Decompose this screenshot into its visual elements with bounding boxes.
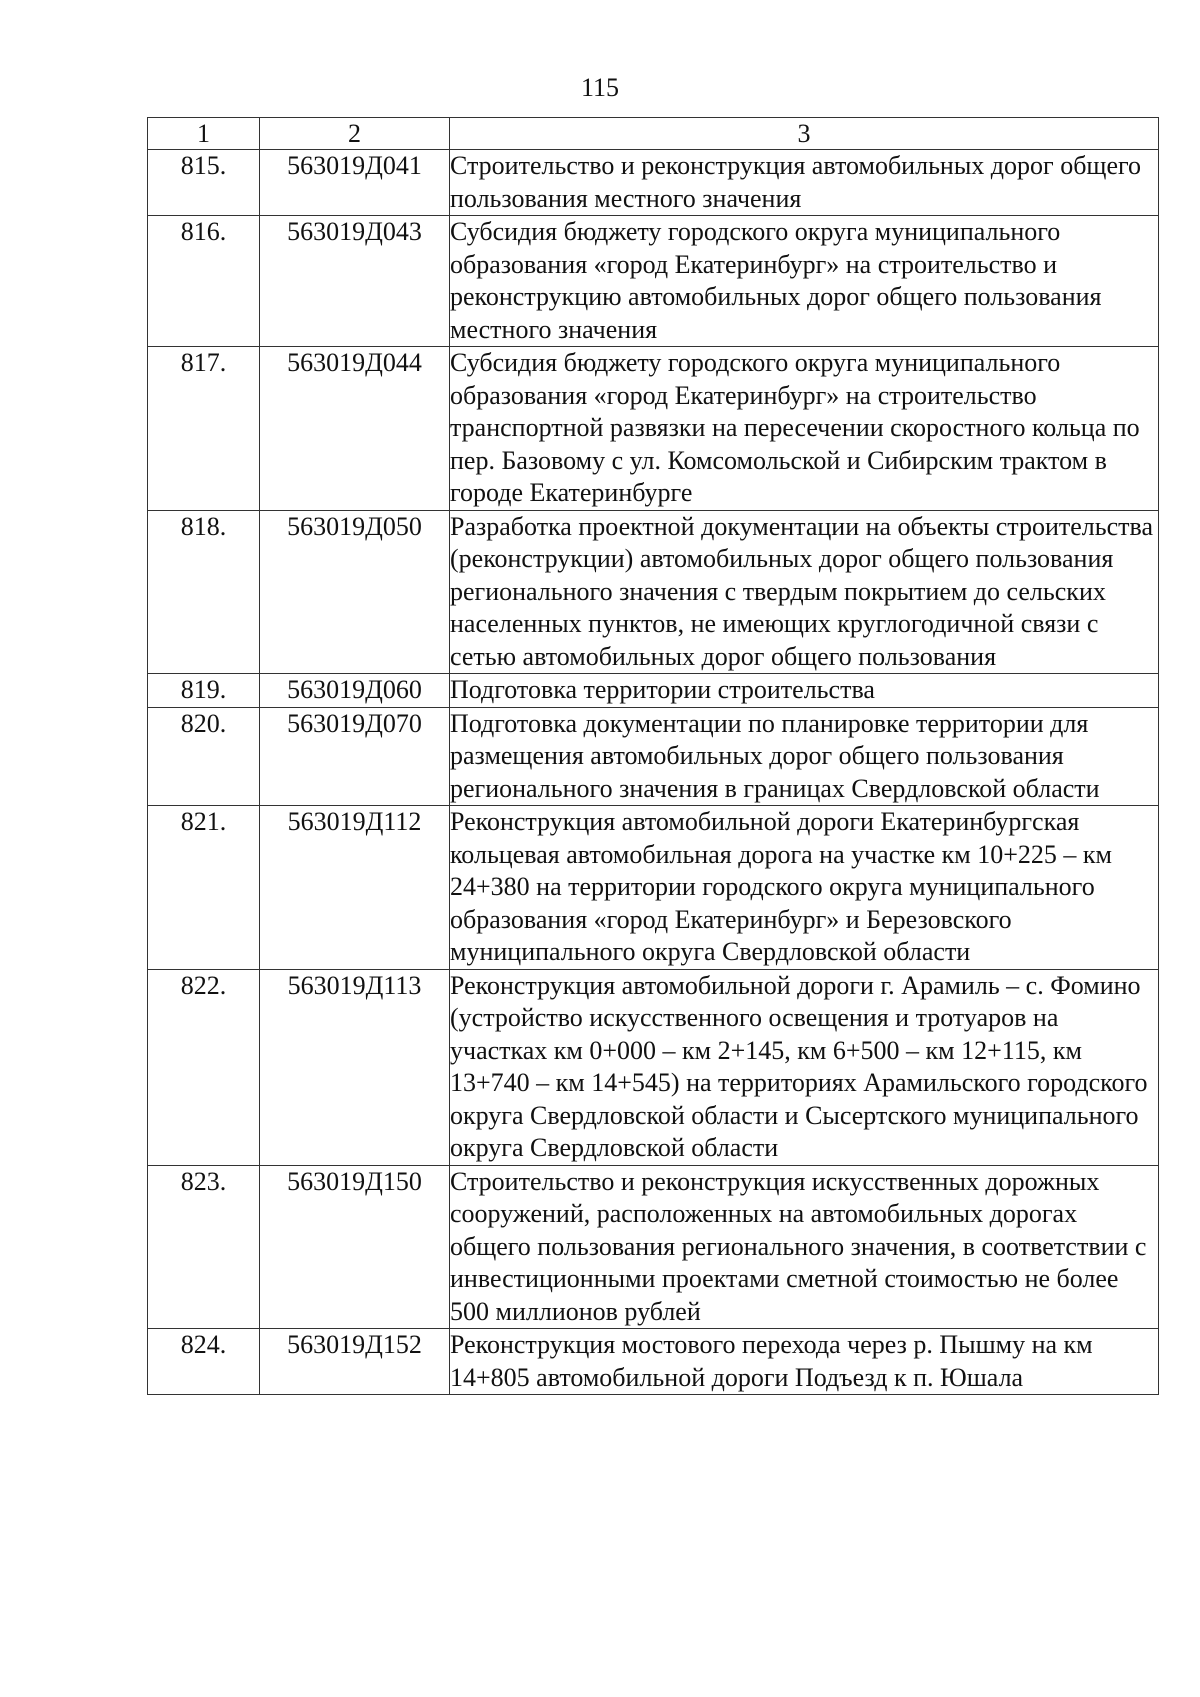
document-table xyxy=(147,117,1159,1395)
row-description: Субсидия бюджету городского округа муниципального образования «город Екатеринбург» на строительство и реконструкцию автомобильных дорог общего пользования местного значения xyxy=(450,216,1159,347)
row-description: Реконструкция автомобильной дороги Екатеринбургская кольцевая автомобильная дорога на участке км 10+225 – км 24+380 на территории городского округа муниципального образования «город Екатеринбург» и Березовского муниципального округа Свердловской области xyxy=(450,806,1159,970)
row-description: Реконструкция мостового перехода через р. Пышму на км 14+805 автомобильной дороги Подъезд к п. Юшала xyxy=(450,1329,1159,1395)
row-description: Субсидия бюджету городского округа муниципального образования «город Екатеринбург» на строительство транспортной развязки на пересечении скоростного кольца по пер. Базовому с ул. Комсомольской и Сибирским трактом в городе Екатеринбурге xyxy=(450,347,1159,511)
row-number: 817. xyxy=(148,347,260,511)
row-description: Подготовка территории строительства xyxy=(450,674,1159,708)
column-header-2: 2 xyxy=(260,118,450,150)
table-row xyxy=(148,806,1159,970)
row-number: 823. xyxy=(148,1165,260,1329)
budget-code: 563019Д041 xyxy=(260,150,450,216)
row-description: Разработка проектной документации на объекты строительства (реконструкции) автомобильных дорог общего пользования регионального значения с твердым покрытием до сельских населенных пунктов, не имеющих круглогодичной связи с сетью автомобильных дорог общего пользования xyxy=(450,510,1159,674)
table-row xyxy=(148,150,1159,216)
budget-code: 563019Д113 xyxy=(260,969,450,1165)
table-row xyxy=(148,1329,1159,1395)
table-row xyxy=(148,347,1159,511)
row-number: 821. xyxy=(148,806,260,970)
table-row xyxy=(148,510,1159,674)
row-number: 820. xyxy=(148,707,260,806)
table-row xyxy=(148,969,1159,1165)
budget-code: 563019Д050 xyxy=(260,510,450,674)
budget-code: 563019Д060 xyxy=(260,674,450,708)
column-header-3: 3 xyxy=(450,118,1159,150)
row-number: 816. xyxy=(148,216,260,347)
row-description: Подготовка документации по планировке территории для размещения автомобильных дорог общего пользования регионального значения в границах Свердловской области xyxy=(450,707,1159,806)
table-header-row xyxy=(148,118,1159,150)
budget-code: 563019Д044 xyxy=(260,347,450,511)
budget-code: 563019Д150 xyxy=(260,1165,450,1329)
page-number: 115 xyxy=(580,73,620,102)
row-number: 819. xyxy=(148,674,260,708)
row-number: 822. xyxy=(148,969,260,1165)
row-description: Строительство и реконструкция автомобильных дорог общего пользования местного значения xyxy=(450,150,1159,216)
row-description: Реконструкция автомобильной дороги г. Арамиль – с. Фомино (устройство искусственного освещения и тротуаров на участках км 0+000 – км 2+145, км 6+500 – км 12+115, км 13+740 – км 14+545) на территориях Арамильского городского округа Свердловской области и Сысертского муниципального округа Свердловской области xyxy=(450,969,1159,1165)
row-description: Строительство и реконструкция искусственных дорожных сооружений, расположенных на автомобильных дорогах общего пользования регионального значения, в соответствии с инвестиционными проектами сметной стоимостью не более 500 миллионов рублей xyxy=(450,1165,1159,1329)
row-number: 824. xyxy=(148,1329,260,1395)
budget-code: 563019Д043 xyxy=(260,216,450,347)
table-row xyxy=(148,674,1159,708)
table-row xyxy=(148,216,1159,347)
column-header-1: 1 xyxy=(148,118,260,150)
row-number: 818. xyxy=(148,510,260,674)
budget-code: 563019Д112 xyxy=(260,806,450,970)
table-row xyxy=(148,707,1159,806)
row-number: 815. xyxy=(148,150,260,216)
budget-code: 563019Д070 xyxy=(260,707,450,806)
budget-code: 563019Д152 xyxy=(260,1329,450,1395)
table-row xyxy=(148,1165,1159,1329)
